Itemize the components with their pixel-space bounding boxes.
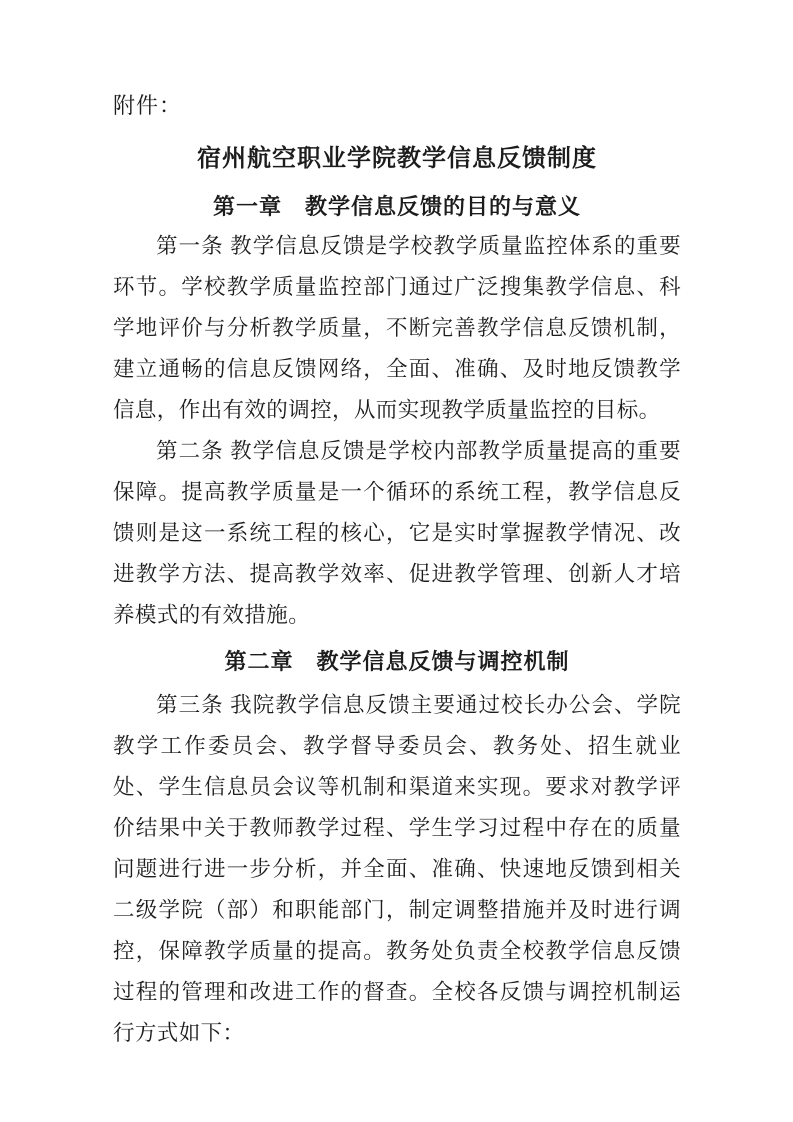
chapter-1-body bbox=[113, 226, 681, 636]
chapter-2-body bbox=[113, 685, 681, 1054]
paragraph-article-3: 第三条 我院教学信息反馈主要通过校长办公会、学院教学工作委员会、教学督导委员会、教务处、招生就业处、学生信息员会议等机制和渠道来实现。要求对教学评价结果中关于教师教学过程、学生学习过程中存在的质量问题进行进一步分析，并全面、准确、快速地反馈到相关二级学院（部）和职能部门，制定调整措施并及时进行调控，保障教学质量的提高。教务处负责全校教学信息反馈过程的管理和改进工作的督查。全校各反馈与调控机制运行方式如下： bbox=[113, 693, 681, 1045]
document-title: 宿州航空职业学院教学信息反馈制度 bbox=[197, 146, 597, 172]
chapter-2-heading: 第二章 教学信息反馈与调控机制 bbox=[224, 649, 570, 674]
attachment-label: 附件： bbox=[113, 93, 183, 118]
paragraph-article-1: 第一条 教学信息反馈是学校教学质量监控体系的重要环节。学校教学质量监控部门通过广泛搜集教学信息、科学地评价与分析教学质量，不断完善教学信息反馈机制，建立通畅的信息反馈网络，全面、准确、及时地反馈教学信息，作出有效的调控，从而实现教学质量监控的目标。 bbox=[113, 234, 681, 422]
paragraph-article-2: 第二条 教学信息反馈是学校内部教学质量提高的重要保障。提高教学质量是一个循环的系统工程，教学信息反馈则是这一系统工程的核心，它是实时掌握教学情况、改进教学方法、提高教学效率、促进教学管理、创新人才培养模式的有效措施。 bbox=[113, 439, 681, 627]
chapter-1-heading: 第一章 教学信息反馈的目的与意义 bbox=[212, 194, 581, 219]
